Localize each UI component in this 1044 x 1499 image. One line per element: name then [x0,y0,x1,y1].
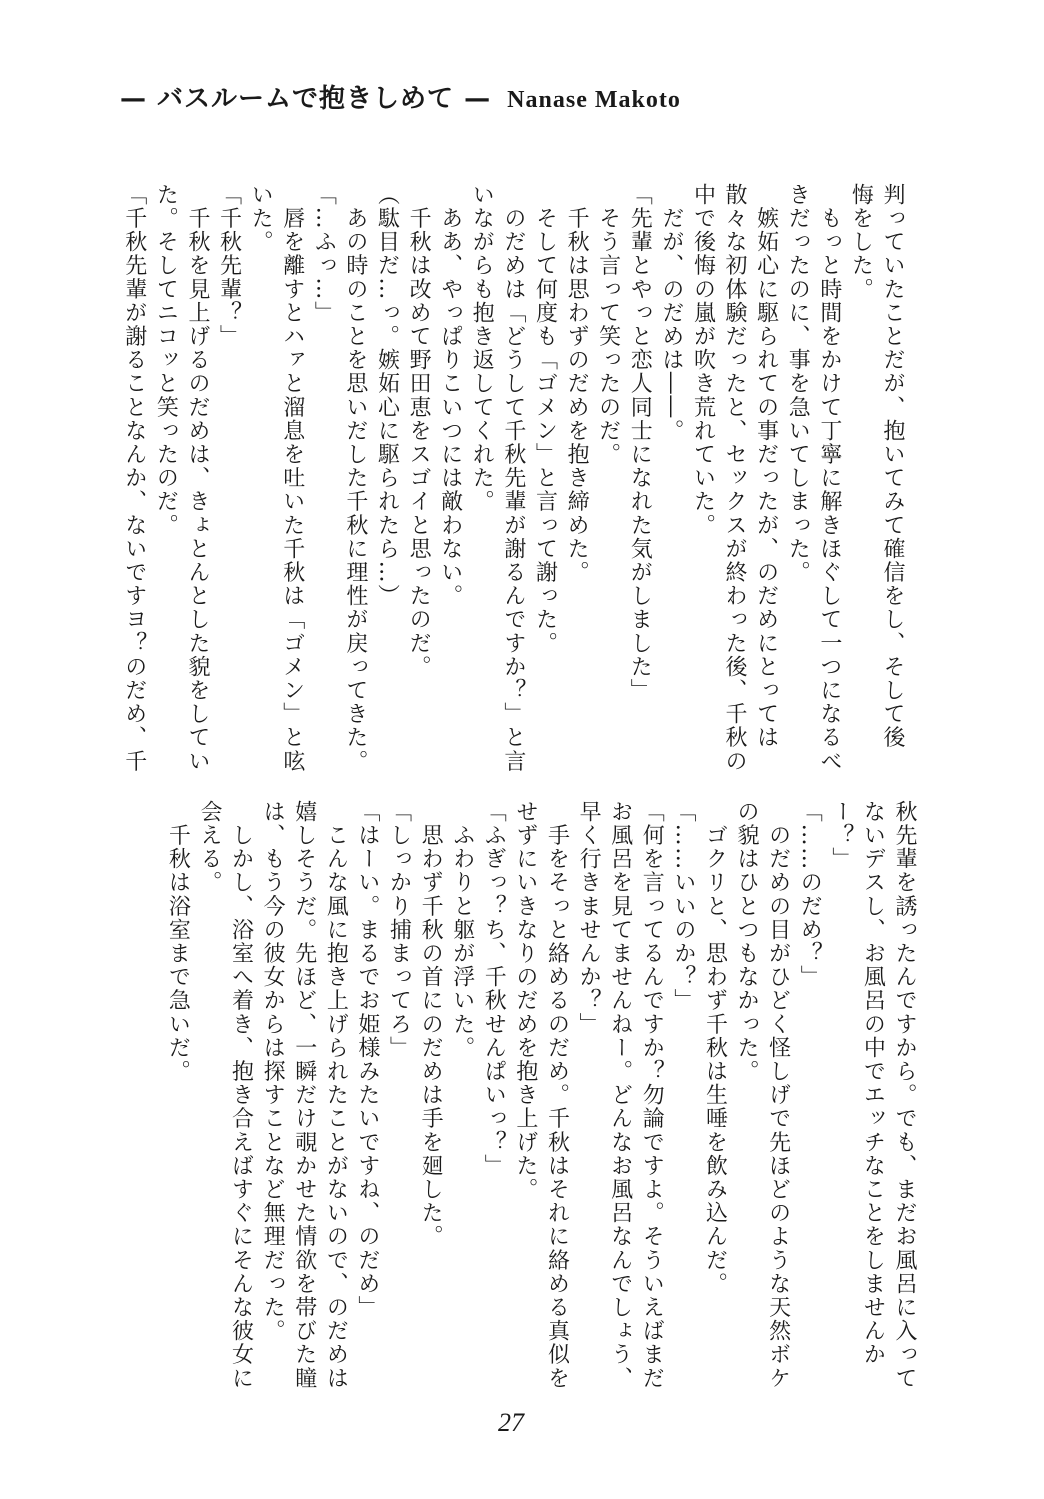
text-column: ゴクリと、思わず千秋は生唾を飲み込んだ。 [702,800,728,1296]
text-column: お風呂を見てませんねー。どんなお風呂なんでしょう、 [607,800,633,1390]
text-column: そして何度も「ゴメン」と言って謝った。 [532,183,558,655]
text-column: 中で後悔の嵐が吹き荒れていた。 [690,183,716,537]
text-column: 悔をした。 [848,183,874,301]
text-column: 「……いいのか？」 [670,800,696,1013]
text-column: ー？」 [828,800,854,871]
page-header [120,78,681,115]
text-column: いながらも抱き返してくれた。 [469,183,495,514]
text-column: のだめは「どうして千秋先輩が謝るんですか？」と言 [500,183,526,773]
text-column: いた。 [248,183,274,254]
text-column: 「先輩とやっと恋人同士になれた気がしました」 [627,183,653,703]
text-column: のだめの目がひどく怪しげで先ほどのような天然ボケ [765,800,791,1390]
text-column: 千秋は思わずのだめを抱き締めた。 [564,183,590,585]
text-column: 思わず千秋の首にのだめは手を廻した。 [418,800,444,1249]
text-column: 嬉しそうだ。先ほど、一瞬だけ覗かせた情欲を帯びた瞳 [291,800,317,1390]
text-column: しかし、浴室へ着き、抱き合えばすぐにそんな彼女に [228,800,254,1390]
text-column: ないデスし、お風呂の中でエッチなことをしませんか [860,800,886,1367]
text-column: 「…ふっ…」 [311,183,337,325]
text-column: だが、のだめは――。 [658,183,684,443]
story-title: — バスルームで抱きしめて — [120,84,492,114]
text-column: こんな風に抱き上げられたことがないので、のだめは [323,800,349,1390]
text-column: せずにいきなりのだめを抱き上げた。 [512,800,538,1202]
text-column: ふわりと躯が浮いた。 [449,800,475,1060]
text-column: 「千秋先輩が謝ることなんか、ないですヨ？のだめ、千 [121,183,147,773]
text-block-top [118,183,908,783]
text-column: 「何を言ってるんですか？勿論ですよ。そういえばまだ [639,800,665,1390]
text-block-bottom [162,800,920,1390]
text-column: 会える。 [196,800,222,895]
text-column: 秋先輩を誘ったんですから。でも、まだお風呂に入って [892,800,917,1390]
text-column: 千秋は浴室まで急いだ。 [165,800,191,1084]
text-column: の貌はひとつもなかった。 [734,800,760,1084]
author-name: Nanase Makoto [507,87,681,113]
text-column: あの時のことを思いだした千秋に理性が戻ってきた。 [342,183,368,773]
text-column: 散々な初体験だったと、セックスが終わった後、千秋の [722,183,748,773]
text-column: （駄目だ…っ。嫉妬心に駆られたら…） [374,183,400,608]
text-column: 手をそっと絡めるのだめ。千秋はそれに絡める真似を [544,800,570,1390]
text-column: もっと時間をかけて丁寧に解きほぐして一つになるべ [816,183,842,773]
text-column: きだったのに、事を急いてしまった。 [785,183,811,585]
text-column: 早く行きませんか？」 [576,800,602,1036]
text-column: 「しっかり捕まってろ」 [386,800,412,1060]
text-column: 千秋を見上げるのだめは、きょとんとした貌をしてい [184,183,210,773]
text-column: ああ、やっぱりこいつには敵わない。 [437,183,463,608]
text-column: 「……のだめ？」 [797,800,823,989]
text-column: 「はーい。まるでお姫様みたいですね、のだめ」 [354,800,380,1320]
text-column: 嫉妬心に駆られての事だったが、のだめにとっては [753,183,779,750]
text-column: は、もう今の彼女からは探すことなど無理だった。 [260,800,286,1343]
text-column: 唇を離すとハァと溜息を吐いた千秋は「ゴメン」と呟 [279,183,305,773]
page-number: 27 [498,1408,524,1437]
text-column: た。そしてニコッと笑ったのだ。 [153,183,179,537]
text-column: そう言って笑ったのだ。 [595,183,621,467]
text-column: 「ふぎっ？ち、千秋せんぱいっ？」 [481,800,507,1178]
text-column: 千秋は改めて野田恵をスゴイと思ったのだ。 [406,183,432,679]
text-column: 判っていたことだが、抱いてみて確信をし、そして後 [880,183,905,750]
text-column: 「千秋先輩？」 [216,183,242,349]
